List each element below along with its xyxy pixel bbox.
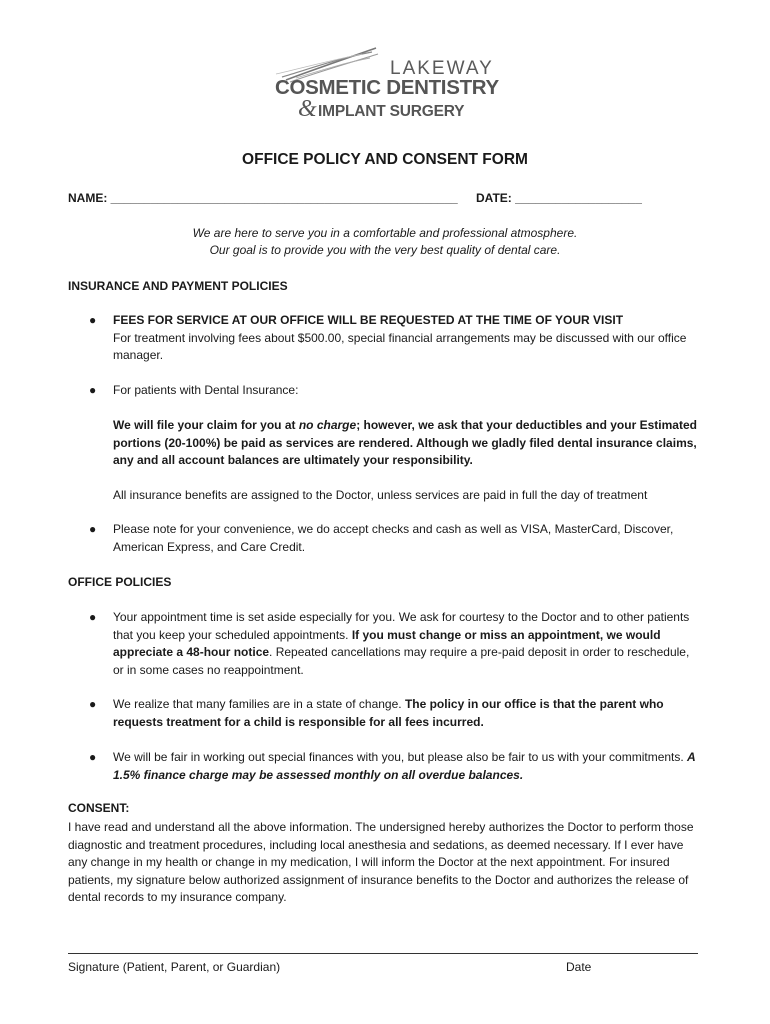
bullet-icon: ● [89, 313, 97, 327]
claim-emphasis: no charge [298, 418, 357, 432]
form-title: OFFICE POLICY AND CONSENT FORM [242, 151, 528, 168]
consent-text: I have read and understand all the above information. The undersigned hereby authorizes the Doctor to perform those diagnostic and treatment procedures, including local anesthesia and sedations, as deemed necessary. If I ever have any change in my health or change in my medication, I will inform the Doctor at the next appointment. For insured patients, my signature below authorized assignment of insurance benefits to the Doctor and authorizes the release of dental records to my insurance company. [68, 820, 694, 904]
fees-item [113, 312, 703, 365]
bullet-icon: ● [89, 610, 97, 624]
intro-line-2: Our goal is to provide you with the very best quality of dental care. [209, 243, 561, 257]
appt-text-b: If you must change or miss an appointment, we would appreciate a 48-hour notice [113, 627, 661, 659]
fin-text-b: A 1.5% finance charge may be assessed monthly on all overdue balances. [113, 750, 696, 782]
claim-paragraph [113, 417, 703, 470]
practice-logo [272, 44, 504, 128]
finance-item [113, 749, 703, 784]
signature-date-label: Date [566, 960, 592, 974]
signature-label: Signature (Patient, Parent, or Guardian) [68, 960, 281, 974]
fin-text-a: We will be fair in working out special finances with you, but please also be fair to us with your commitments. [113, 750, 688, 764]
signature-line[interactable] [68, 953, 698, 954]
logo-cosmetic-text: COSMETIC DENTISTRY [275, 76, 499, 99]
appointment-item [113, 609, 703, 679]
benefits-paragraph: All insurance benefits are assigned to the Doctor, unless services are paid in full the day of treatment [113, 488, 648, 502]
family-item [113, 696, 703, 731]
logo-implant-text: IMPLANT SURGERY [318, 103, 465, 120]
appt-text-a: Your appointment time is set aside especially for you. We ask for courtesy to the Doctor and to other patients that you keep your scheduled appointments. [113, 610, 690, 642]
date-field[interactable]: DATE: ___________________ [476, 191, 642, 205]
dental-insurance-item: For patients with Dental Insurance: [113, 383, 299, 397]
payments-item: Please note for your convenience, we do accept checks and cash as well as VISA, MasterCard, Discover, American Express, and Care Credit. [113, 522, 674, 554]
bullet-icon: ● [89, 522, 97, 536]
logo-ampersand: & [298, 96, 317, 122]
family-text-a: We realize that many families are in a state of change. [113, 697, 405, 711]
claim-text-b: ; however, we ask that your deductibles and your Estimated portions (20-100%) be paid as services are rendered. Although we gladly filed dental insurance claims, any and all account balances are ultimately your responsibility. [113, 418, 697, 467]
office-heading: OFFICE POLICIES [68, 575, 172, 589]
bullet-icon: ● [89, 750, 97, 764]
family-text-b: The policy in our office is that the parent who requests treatment for a child is responsible for all fees incurred. [113, 697, 664, 729]
intro-line-1: We are here to serve you in a comfortable and professional atmosphere. [192, 226, 578, 240]
insurance-heading: INSURANCE AND PAYMENT POLICIES [68, 279, 288, 293]
claim-text-a: We will file your claim for you at [113, 418, 299, 432]
consent-heading: CONSENT: [68, 801, 130, 815]
name-field[interactable]: NAME: ____________________________________________________ [68, 191, 458, 205]
fees-heading: FEES FOR SERVICE AT OUR OFFICE WILL BE REQUESTED AT THE TIME OF YOUR VISIT [113, 313, 624, 327]
fees-text: For treatment involving fees about $500.00, special financial arrangements may be discussed with our office manager. [113, 330, 687, 362]
bullet-icon: ● [89, 697, 97, 711]
logo-lakeway-text: LAKEWAY [390, 58, 494, 79]
appt-text-c: . Repeated cancellations may require a pre-paid deposit in order to reschedule, or in some cases no reappointment. [113, 645, 690, 677]
bullet-icon: ● [89, 383, 97, 397]
